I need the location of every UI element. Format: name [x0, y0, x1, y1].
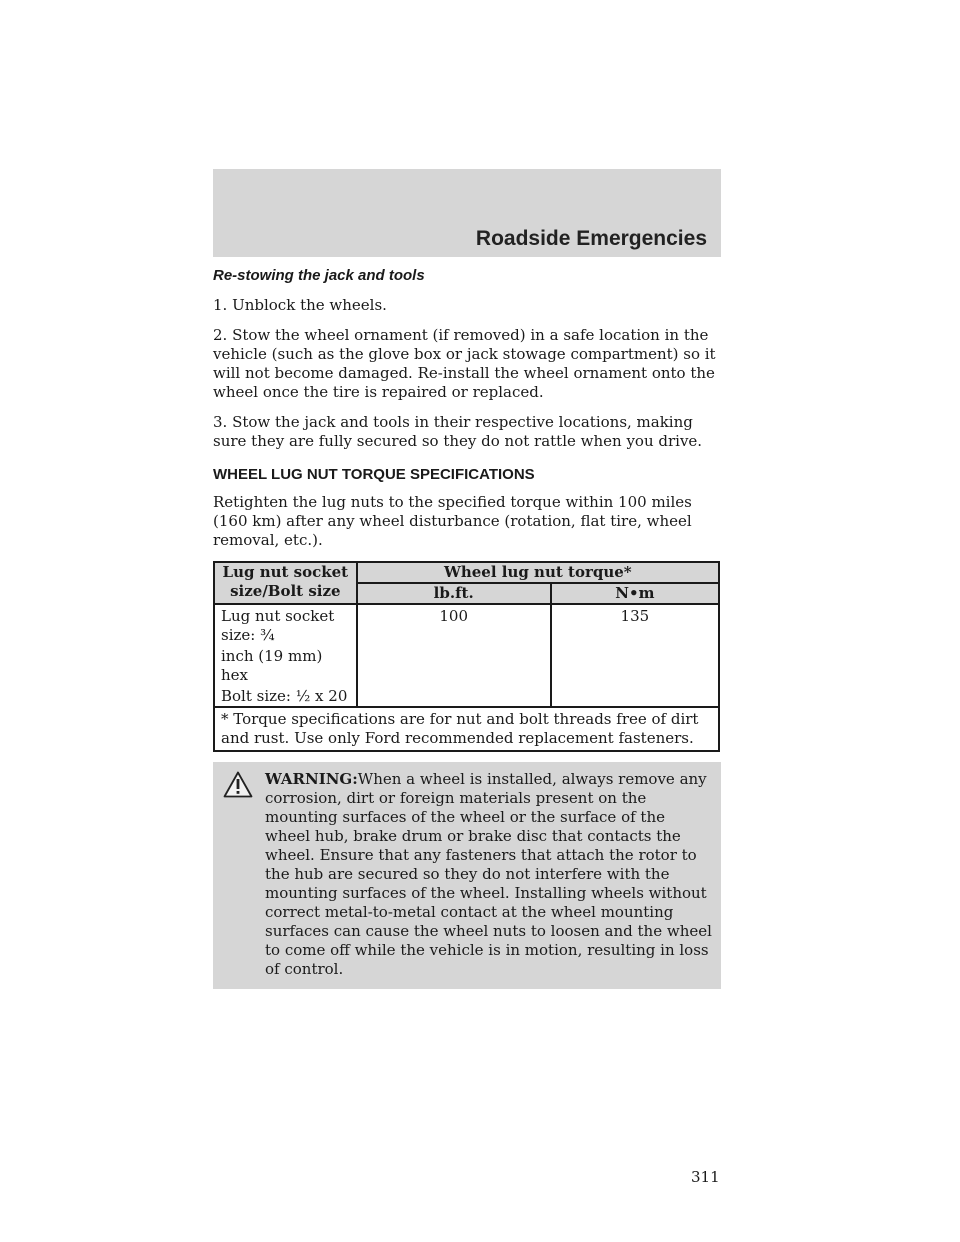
- col-header-nm: N•m: [551, 583, 719, 604]
- table-row: [214, 604, 719, 707]
- warning-text: [220, 770, 714, 979]
- page-number: 311: [691, 1168, 720, 1186]
- torque-table: [213, 561, 720, 752]
- cell-lbft: [357, 604, 551, 707]
- restow-heading: Re-stowing the jack and tools: [213, 267, 425, 284]
- size-line-2: inch (19 mm) hex: [221, 647, 323, 684]
- warning-label: WARNING:: [265, 770, 358, 788]
- torque-heading: WHEEL LUG NUT TORQUE SPECIFICATIONS: [213, 466, 535, 483]
- warning-box: [213, 762, 721, 989]
- restow-step-2: 2. Stow the wheel ornament (if removed) in a safe location in the vehicle (such as the glove box or jack stowage compartment) so it will not become damaged. Re-install the wheel ornament onto the wheel once the tire is repaired or replaced.: [213, 326, 716, 401]
- cell-size: [214, 604, 357, 707]
- table-footnote-row: [214, 707, 719, 751]
- section-header-band: [213, 169, 721, 257]
- size-line-3: Bolt size: ½ x 20: [221, 687, 348, 705]
- cell-nm: [551, 604, 719, 707]
- warning-triangle-icon: [223, 771, 253, 798]
- size-line-1: Lug nut socket size: ¾: [221, 607, 335, 644]
- value-nm: 135: [620, 607, 650, 625]
- col-header-lbft: lb.ft.: [357, 583, 551, 604]
- page-content: [213, 266, 721, 989]
- col-header-size: Lug nut socket size/Bolt size: [214, 562, 357, 604]
- restow-step-1: 1. Unblock the wheels.: [213, 296, 387, 314]
- value-lbft: 100: [439, 607, 468, 625]
- section-title: Roadside Emergencies: [475, 227, 707, 250]
- col-header-torque: Wheel lug nut torque*: [357, 562, 719, 583]
- table-footnote: * Torque specifications are for nut and bolt threads free of dirt and rust. Use only Ford recommended replacement fasteners.: [214, 707, 719, 751]
- warning-body: When a wheel is installed, always remove any corrosion, dirt or foreign materials present on the mounting surfaces of the wheel or the surface of the wheel hub, brake drum or brake disc that contacts the wheel. Ensure that any fasteners that attach the rotor to the hub are secured so they do not interfere with the mounting surfaces of the wheel. Installing wheels without correct metal-to-metal contact at the wheel mounting surfaces can cause the wheel nuts to loosen and the wheel to come off while the vehicle is in motion, resulting in loss of control.: [265, 770, 712, 978]
- restow-step-3: 3. Stow the jack and tools in their respective locations, making sure they are fully secured so they do not rattle when you drive.: [213, 413, 703, 450]
- torque-intro: Retighten the lug nuts to the specified torque within 100 miles (160 km) after any wheel disturbance (rotation, flat tire, wheel removal, etc.).: [213, 493, 692, 549]
- table-header-row: [214, 562, 719, 583]
